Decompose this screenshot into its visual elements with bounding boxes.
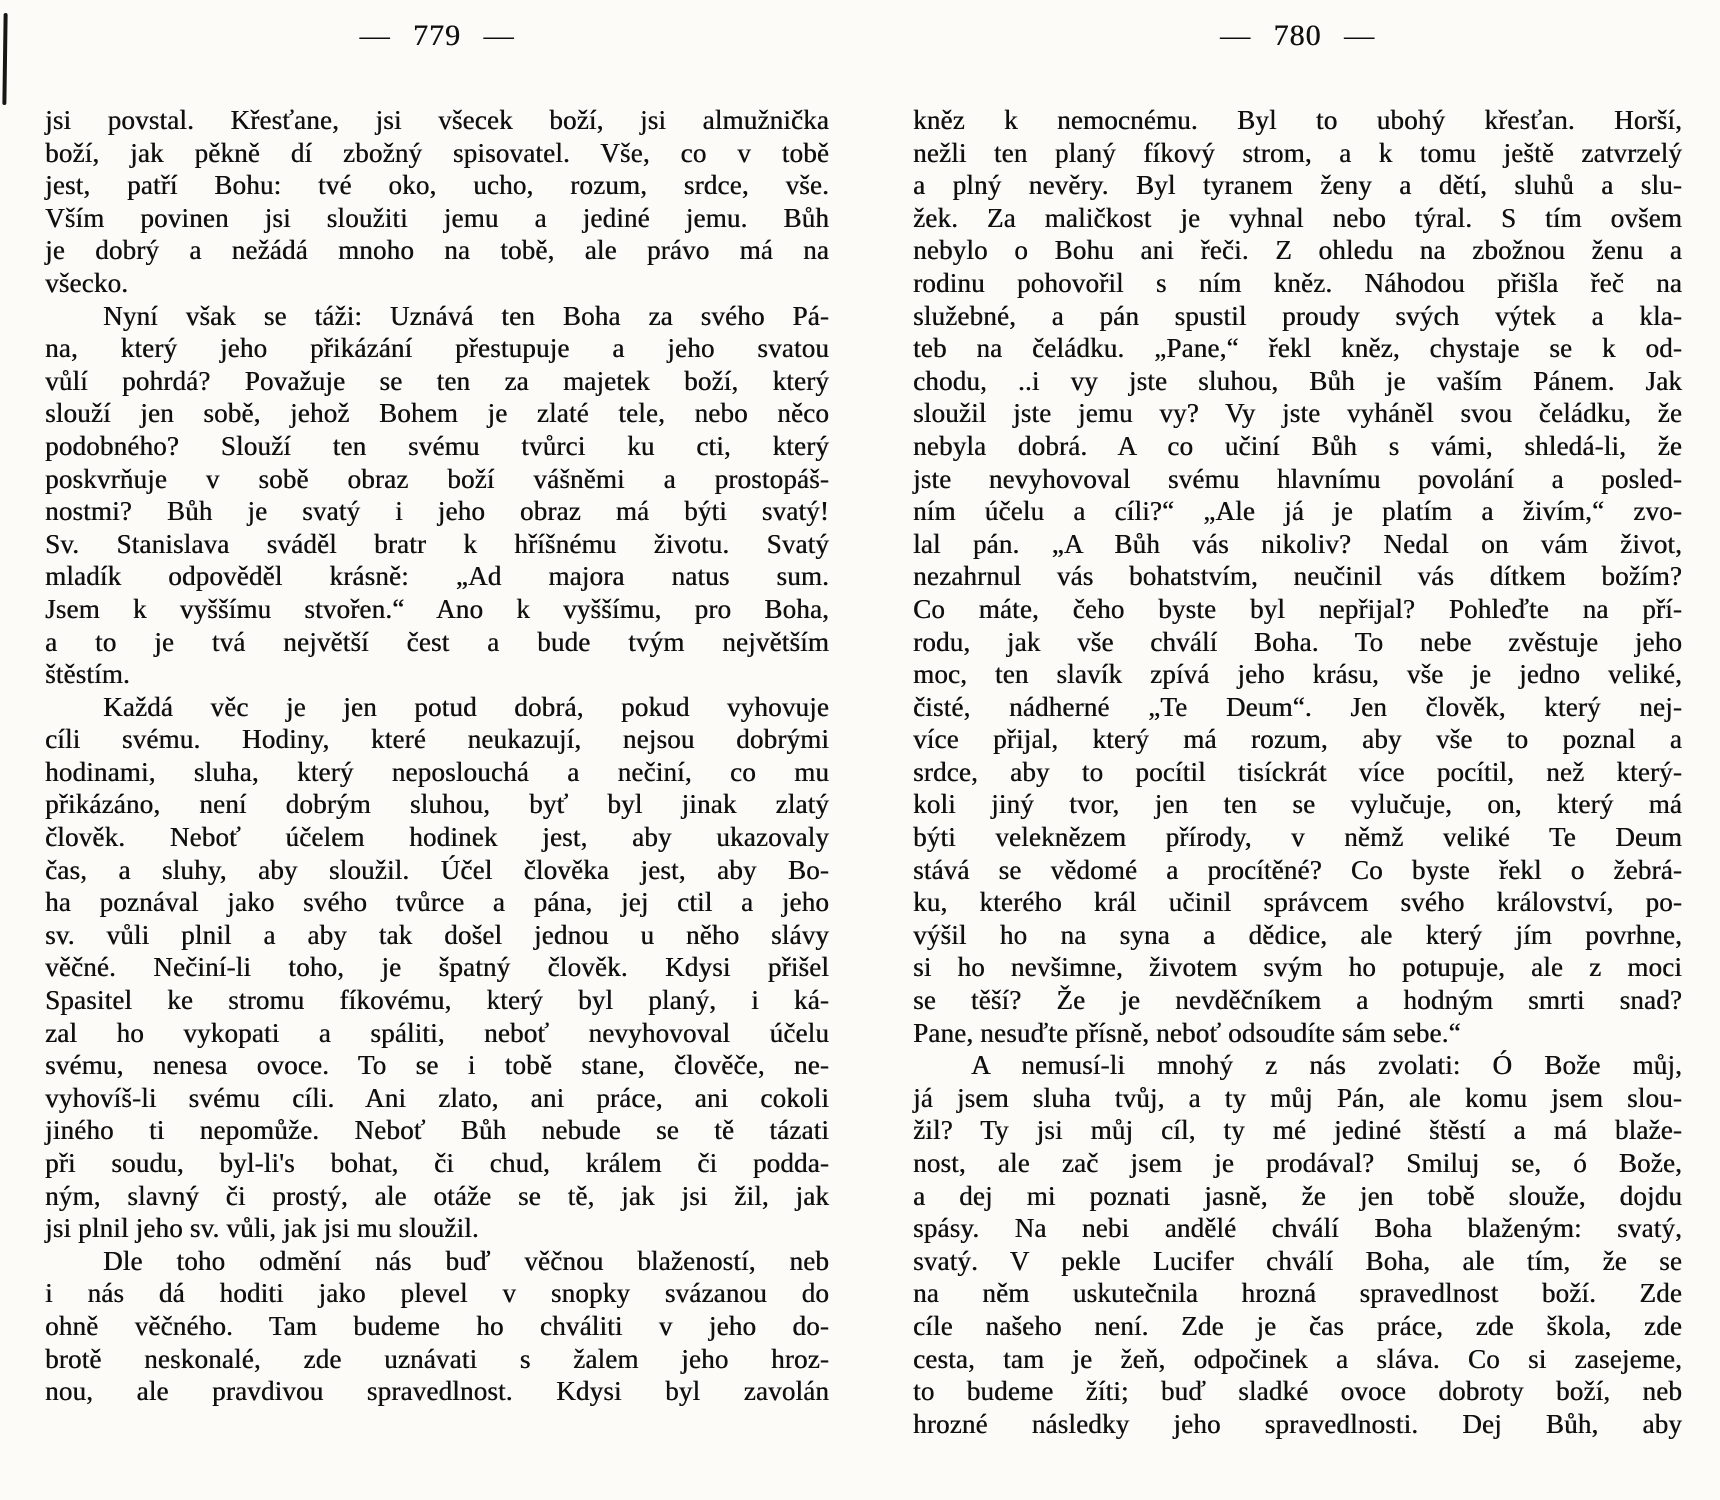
text-line: výšil ho na syna a dědice, ale který jím povrhne, — [913, 919, 1682, 950]
text-line: nezahrnul vás bohatstvím, neučinil vás dítkem božím? — [913, 561, 1682, 592]
text-line: srdce, aby to pocítil tisíckrát více pocítil, než který- — [913, 756, 1682, 787]
text-line: na něm uskutečnila hrozná spravedlnost boží. Zde — [913, 1278, 1682, 1309]
text-line: hodinami, sluha, který neposlouchá a nečiní, co mu — [45, 756, 829, 787]
text-line: Sv. Stanislava sváděl bratr k hříšnému životu. Svatý — [45, 528, 829, 559]
text-line: ohně věčného. Tam budeme ho chváliti v jeho do- — [45, 1310, 829, 1341]
text-line: sv. vůli plnil a aby tak došel jednou u něho slávy — [45, 919, 829, 950]
text-line: býti veleknězem přírody, v němž veliké Te Deum — [913, 822, 1682, 853]
text-line: Dle toho odmění nás buď věčnou blažeností, neb — [103, 1245, 829, 1276]
text-line: A nemusí-li mnohý z nás zvolati: Ó Bože můj, — [971, 1050, 1682, 1081]
text-line: koli jiný tvor, jen ten se vylučuje, on, který má — [913, 789, 1682, 820]
text-line: věčné. Nečiní-li toho, je špatný člověk. Kdysi přišel — [45, 952, 829, 983]
text-line: jest, patří Bohu: tvé oko, ucho, rozum, srdce, vše. — [45, 170, 829, 201]
text-line: rodu, jak vše chválí Boha. To nebe zvěstuje jeho — [913, 626, 1682, 657]
text-line: Každá věc je jen potud dobrá, pokud vyhovuje — [103, 691, 829, 722]
text-line: nebylo o Bohu ani řeči. Z ohledu na zbožnou ženu a — [913, 235, 1682, 266]
text-line: ha poznával jako svého tvůrce a pána, jej ctil a jeho — [45, 887, 829, 918]
left-page-text — [45, 104, 829, 1408]
text-line: svatý. V pekle Lucifer chválí Boha, ale tím, že se — [913, 1245, 1682, 1276]
text-line: poskvrňuje v sobě obraz boží vášněmi a prostopáš- — [45, 463, 829, 494]
text-line: více přijal, který má rozum, aby vše to poznal a — [913, 724, 1682, 755]
text-line: nostmi? Bůh je svatý i jeho obraz má býti svatý! — [45, 496, 829, 527]
text-line: všecko. — [45, 267, 129, 298]
text-line: ným, slavný či prostý, ale otáže se tě, jak jsi žil, jak — [45, 1180, 829, 1211]
text-line: Spasitel ke stromu fíkovému, který byl planý, i ká- — [45, 985, 829, 1016]
text-line: nežli ten planý fíkový strom, a k tomu ještě zatvrzelý — [913, 137, 1682, 168]
text-line: si ho nevšimne, životem svým ho potupuje, ale z moci — [913, 952, 1682, 983]
text-line: ku, kterého král učinil správcem svého království, po- — [913, 887, 1682, 918]
text-line: vůlí pohrdá? Považuje se ten za majetek boží, který — [45, 365, 829, 396]
text-line: brotě neskonalé, zde uznávati s žalem jeho hroz- — [45, 1343, 829, 1374]
text-line: služebné, a pán spustil proudy svých výtek a kla- — [913, 300, 1682, 331]
text-line: žek. Za maličkost je vyhnal nebo týral. S tím ovšem — [913, 202, 1682, 233]
text-line: se těší? Že je nevděčníkem a hodným smrti snad? — [913, 985, 1682, 1016]
text-line: Jsem k vyššímu stvořen.“ Ano k vyššímu, pro Boha, — [45, 593, 829, 624]
text-line: štěstím. — [45, 659, 130, 690]
text-line: a plný nevěry. Byl tyranem ženy a dětí, sluhů a slu- — [913, 170, 1682, 201]
text-line: zal ho vykopati a spáliti, neboť nevyhovoval účelu — [45, 1017, 829, 1048]
text-line: slouží jen sobě, jehož Bohem je zlaté tele, nebo něco — [45, 398, 829, 429]
text-line: žil? Ty jsi můj cíl, ty mé jediné štěstí a má blaže- — [913, 1115, 1682, 1146]
text-line: Co máte, čeho byste byl nepřijal? Pohleďte na pří- — [913, 593, 1682, 624]
text-line: a dej mi poznati jasně, že jen tobě slouže, dojdu — [913, 1180, 1682, 1211]
text-line: jsi plnil jeho sv. vůli, jak jsi mu sloužil. — [45, 1213, 479, 1244]
text-line: mladík odpověděl krásně: „Ad majora natus sum. — [45, 561, 829, 592]
text-line: svému, nenesa ovoce. To se i tobě stane, člověče, ne- — [45, 1050, 829, 1081]
right-page-text — [913, 104, 1682, 1440]
text-line: chodu, ..i vy jste sluhou, Bůh je vaším Pánem. Jak — [913, 365, 1682, 396]
scan-edge-artifact — [2, 13, 7, 105]
text-line: cesta, tam je žeň, odpočinek a sláva. Co si zasejeme, — [913, 1343, 1682, 1374]
right-page-number: — 780 — — [1220, 19, 1375, 52]
text-line: podobného? Slouží ten svému tvůrci ku cti, který — [45, 430, 829, 461]
text-line: při soudu, byl-li's bohat, či chud, králem či podda- — [45, 1148, 829, 1178]
text-line: hrozné následky jeho spravedlnosti. Dej Bůh, aby — [913, 1408, 1682, 1439]
text-line: kněz k nemocnému. Byl to ubohý křesťan. Horší, — [913, 105, 1682, 135]
text-line: jiného ti nepomůže. Neboť Bůh nebude se tě tázati — [45, 1115, 829, 1146]
text-line: Nyní však se táži: Uznává ten Boha za svého Pá- — [103, 300, 829, 331]
text-line: Pane, nesuďte přísně, neboť odsoudíte sám sebe.“ — [913, 1017, 1461, 1048]
left-page-number: — 779 — — [359, 19, 515, 52]
text-line: boží, jak pěkně dí zbožný spisovatel. Vše, co v tobě — [45, 137, 829, 168]
text-line: moc, ten slavík zpívá jeho krásu, vše je jedno veliké, — [913, 659, 1682, 690]
text-line: nou, ale pravdivou spravedlnost. Kdysi byl zavolán — [45, 1376, 829, 1407]
text-line: ním účelu a cíli?“ „Ale já je platím a živím,“ zvo- — [913, 496, 1682, 527]
text-line: je dobrý a nežádá mnoho na tobě, ale právo má na — [45, 235, 829, 266]
text-line: nebyla dobrá. A co učiní Bůh s vámi, shledá-li, že — [913, 430, 1682, 461]
text-line: rodinu pohovořil s ním kněz. Náhodou přišla řeč na — [913, 267, 1682, 298]
left-page-column — [45, 20, 829, 1408]
text-line: sloužil jste jemu vy? Vy jste vyháněl svou čeládku, že — [913, 398, 1682, 429]
text-line: jsi povstal. Křesťane, jsi všecek boží, jsi almužnička — [45, 105, 829, 135]
text-line: vyhovíš-li svému cíli. Ani zlato, ani práce, ani cokoli — [45, 1082, 829, 1113]
text-line: čisté, nádherné „Te Deum“. Jen člověk, který nej- — [913, 691, 1682, 722]
text-line: teb na čeládku. „Pane,“ řekl kněz, chystaje se k od- — [913, 333, 1682, 364]
text-line: člověk. Neboť účelem hodinek jest, aby ukazovaly — [45, 822, 829, 853]
text-line: na, který jeho přikázání přestupuje a jeho svatou — [45, 333, 829, 364]
text-line: to budeme žíti; buď sladké ovoce dobroty boží, neb — [913, 1376, 1682, 1407]
text-line: cíle našeho není. Zde je čas práce, zde škola, zde — [913, 1310, 1682, 1341]
text-line: já jsem sluha tvůj, a ty můj Pán, ale komu jsem slou- — [913, 1082, 1682, 1113]
text-line: a to je tvá největší čest a bude tvým největším — [45, 626, 829, 657]
text-line: i nás dá hoditi jako plevel v snopky svázanou do — [45, 1278, 829, 1309]
text-line: jste nevyhovoval svému hlavnímu povolání a posled- — [913, 463, 1682, 494]
text-line: přikázáno, není dobrým sluhou, byť byl jinak zlatý — [45, 789, 829, 820]
text-line: nost, ale zač jsem je prodával? Smiluj se, ó Bože, — [913, 1148, 1682, 1178]
text-line: čas, a sluhy, aby sloužil. Účel člověka jest, aby Bo- — [45, 854, 829, 885]
text-line: Vším povinen jsi sloužiti jemu a jediné jemu. Bůh — [45, 202, 829, 233]
text-line: spásy. Na nebi andělé chválí Boha blaženým: svatý, — [913, 1213, 1682, 1244]
text-line: cíli svému. Hodiny, které neukazují, nejsou dobrými — [45, 724, 829, 755]
text-line: lal pán. „A Bůh vás nikoliv? Nedal on vám život, — [913, 528, 1682, 559]
text-line: stává se vědomé a procítěné? Co byste řekl o žebrá- — [913, 854, 1682, 885]
right-page-column — [913, 20, 1682, 1440]
